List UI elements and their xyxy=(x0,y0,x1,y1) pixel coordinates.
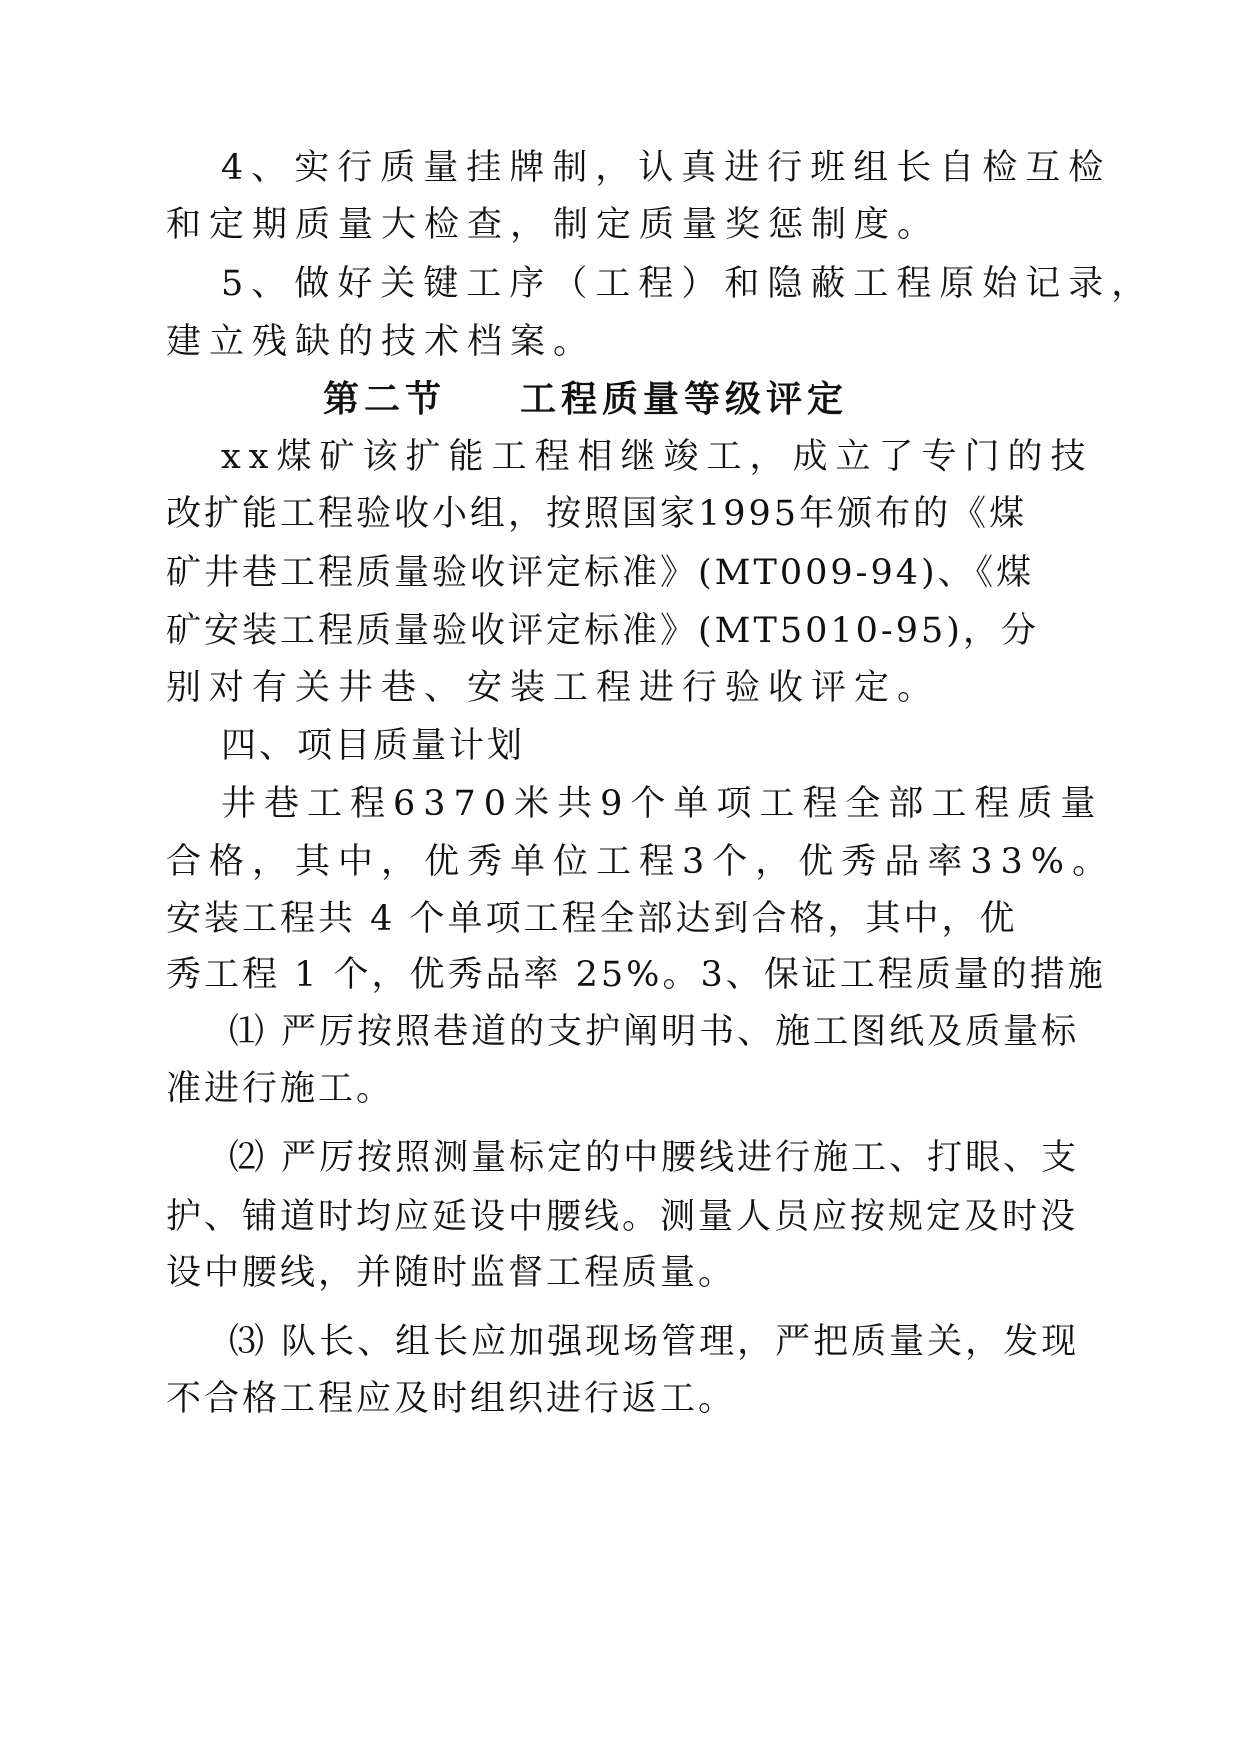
paragraph-line: 4、实行质量挂牌制，认真进行班组长自检互检 xyxy=(221,148,1112,188)
paragraph-line: 护、铺道时均应延设中腰线。测量人员应按规定及时没 xyxy=(166,1197,1079,1237)
paragraph-line: 矿井巷工程质量验收评定标准》(MT009-94)、《煤 xyxy=(166,553,1035,593)
paragraph-line: 准进行施工。 xyxy=(166,1069,395,1109)
paragraph-line: 别对有关井巷、安装工程进行验收评定。 xyxy=(166,668,941,708)
paragraph-line: ⑵ 严厉按照测量标定的中腰线进行施工、打眼、支 xyxy=(229,1138,1080,1178)
paragraph-line: 5、做好关键工序（工程）和隐蔽工程原始记录， xyxy=(221,264,1155,304)
paragraph-line: xx煤矿该扩能工程相继竣工，成立了专门的技 xyxy=(221,437,1094,477)
paragraph-line: 四、项目质量计划 xyxy=(221,726,526,766)
paragraph-line: 矿安装工程质量验收评定标准》(MT5010-95)，分 xyxy=(166,611,1039,651)
paragraph-line: 和定期质量大检查，制定质量奖惩制度。 xyxy=(166,205,941,245)
paragraph-line: 安装工程共 4 个单项工程全部达到合格，其中，优 xyxy=(166,899,1018,939)
paragraph-line: 设中腰线，并随时监督工程质量。 xyxy=(166,1253,737,1293)
paragraph-line: 建立残缺的技术档案。 xyxy=(166,322,597,362)
paragraph-line: 改扩能工程验收小组，按照国家1995年颁布的《煤 xyxy=(166,494,1028,534)
section-number: 第二节 xyxy=(323,378,447,420)
paragraph-line: 秀工程 1 个，优秀品率 25%。3、保证工程质量的措施 xyxy=(166,955,1106,995)
paragraph-line: 不合格工程应及时组织进行返工。 xyxy=(166,1379,737,1419)
paragraph-line: 合格，其中，优秀单位工程3个，优秀品率33%。 xyxy=(166,842,1116,882)
paragraph-line: ⑶ 队长、组长应加强现场管理，严把质量关，发现 xyxy=(229,1322,1080,1362)
section-heading xyxy=(323,378,848,420)
paragraph-line: 井巷工程6370米共9个单项工程全部工程质量 xyxy=(221,784,1104,824)
section-title: 工程质量等级评定 xyxy=(520,378,849,420)
paragraph-line: ⑴ 严厉按照巷道的支护阐明书、施工图纸及质量标 xyxy=(229,1012,1080,1052)
